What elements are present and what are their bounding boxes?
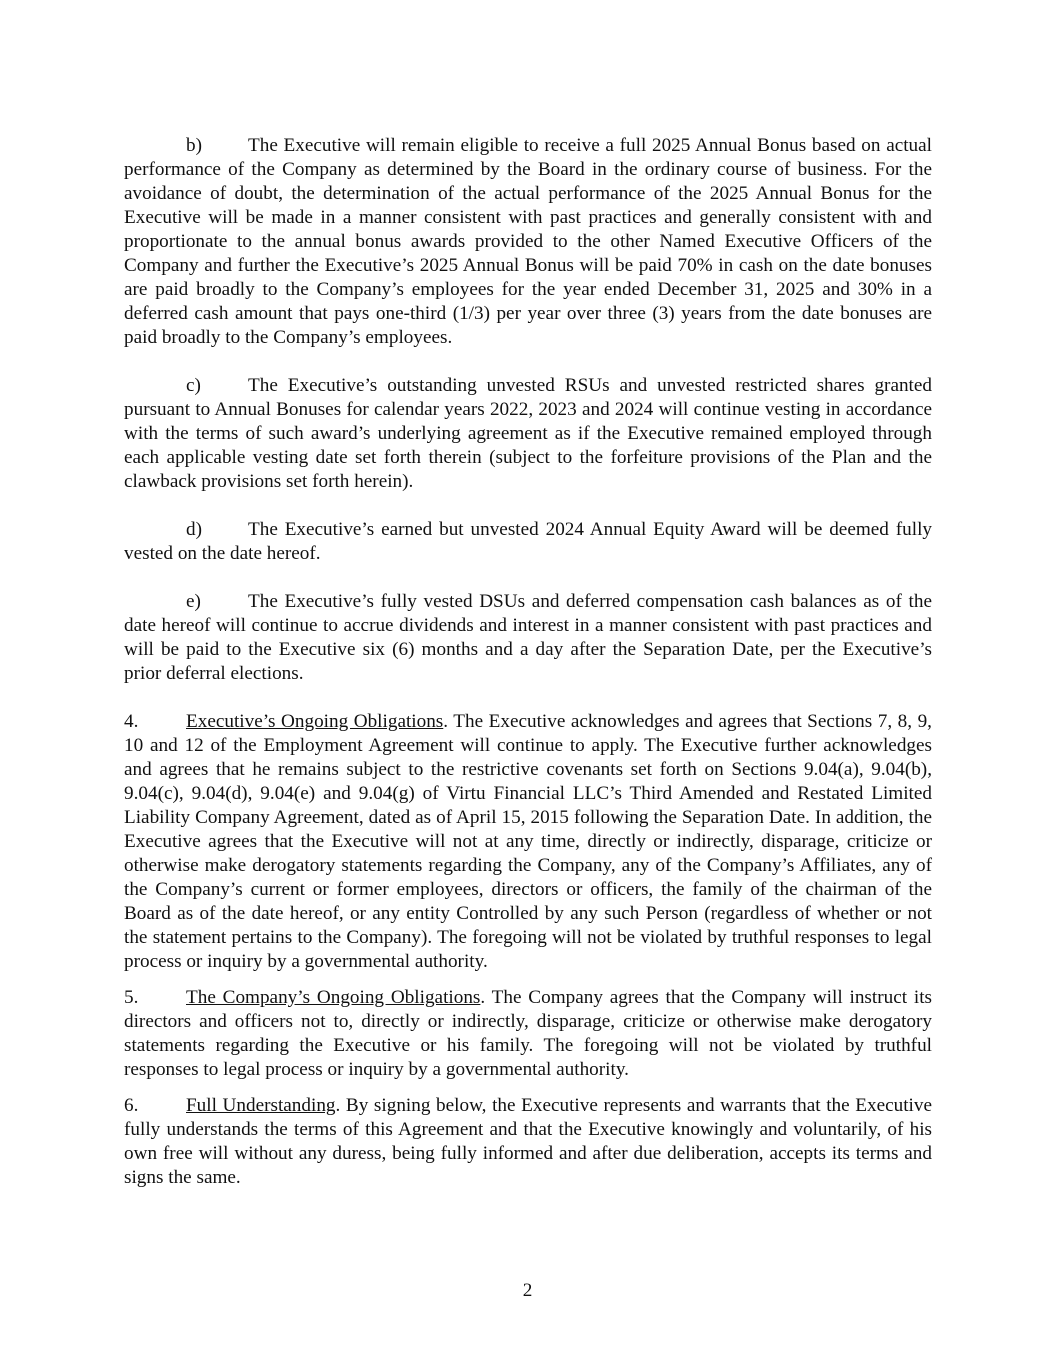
paragraph-b-marker: b) [186,135,202,156]
paragraph-d-text: The Executive’s earned but unvested 2024 Annual Equity Award will be deemed fully vested on the date hereof. [124,519,932,564]
section-5-heading: The Company’s Ongoing Obligations [186,987,481,1008]
paragraph-c-marker: c) [186,375,201,396]
page-number: 2 [522,1280,533,1301]
paragraph-d [124,518,932,566]
section-5-number: 5. [124,987,139,1008]
document-body [124,134,932,1202]
paragraph-b-text: The Executive will remain eligible to receive a full 2025 Annual Bonus based on actual performance of the Company as determined by the Board in the ordinary course of business. For the avoidance of doubt, the determination of the actual performance of the 2025 Annual Bonus for the Executive will be made in a manner consistent with past practices and generally consistent with and proportionate to the annual bonus awards provided to the other Named Executive Officers of the Company and further the Executive’s 2025 Annual Bonus will be paid 70% in cash on the date bonuses are paid broadly to the Company’s employees for the year ended December 31, 2025 and 30% in a deferred cash amount that pays one-third (1/3) per year over three (3) years from the date bonuses are paid broadly to the Company’s employees. [124,135,932,348]
section-6-text: . By signing below, the Executive represents and warrants that the Executive fully understands the terms of this Agreement and that the Executive knowingly and voluntarily, of his own free will without any duress, being fully informed and after due deliberation, accepts its terms and signs the same. [124,1095,932,1188]
paragraph-e-text: The Executive’s fully vested DSUs and deferred compensation cash balances as of the date hereof will continue to accrue dividends and interest in a manner consistent with past practices and will be paid to the Executive six (6) months and a day after the Separation Date, per the Executive’s prior deferral elections. [124,591,932,684]
paragraph-c-text: The Executive’s outstanding unvested RSUs and unvested restricted shares granted pursuant to Annual Bonuses for calendar years 2022, 2023 and 2024 will continue vesting in accordance with the terms of such award’s underlying agreement as if the Executive remained employed through each applicable vesting date set forth therein (subject to the forfeiture provisions of the Plan and the clawback provisions set forth herein). [124,375,932,492]
section-4-heading: Executive’s Ongoing Obligations [186,711,444,732]
section-4-text: . The Executive acknowledges and agrees that Sections 7, 8, 9, 10 and 12 of the Employment Agreement will continue to apply. The Executive further acknowledges and agrees that he remains subject to the restrictive covenants set forth on Sections 9.04(a), 9.04(b), 9.04(c), 9.04(d), 9.04(e) and 9.04(g) of Virtu Financial LLC’s Third Amended and Restated Limited Liability Company Agreement, dated as of April 15, 2015 following the Separation Date. In addition, the Executive agrees that the Executive will not at any time, directly or indirectly, disparage, criticize or otherwise make derogatory statements regarding the Company, any of the Company’s Affiliates, any of the Company’s current or former employees, directors or officers, the family of the chairman of the Board as of the date hereof, or any entity Controlled by any such Person (regardless of whether or not the statement pertains to the Company). The foregoing will not be violated by truthful responses to legal process or inquiry by a governmental authority. [124,711,932,972]
section-5-text: . The Company agrees that the Company will instruct its directors and officers not to, directly or indirectly, disparage, criticize or otherwise make derogatory statements regarding the Executive or his family. The foregoing will not be violated by truthful responses to legal process or inquiry by a governmental authority. [124,987,932,1080]
paragraph-c [124,374,932,494]
section-4 [124,710,932,974]
paragraph-e-marker: e) [186,591,201,612]
paragraph-e [124,590,932,686]
section-6-number: 6. [124,1095,139,1116]
section-6-heading: Full Understanding [186,1095,336,1116]
section-6 [124,1094,932,1190]
section-5 [124,986,932,1082]
paragraph-d-marker: d) [186,519,202,540]
paragraph-b [124,134,932,350]
section-4-number: 4. [124,711,139,732]
